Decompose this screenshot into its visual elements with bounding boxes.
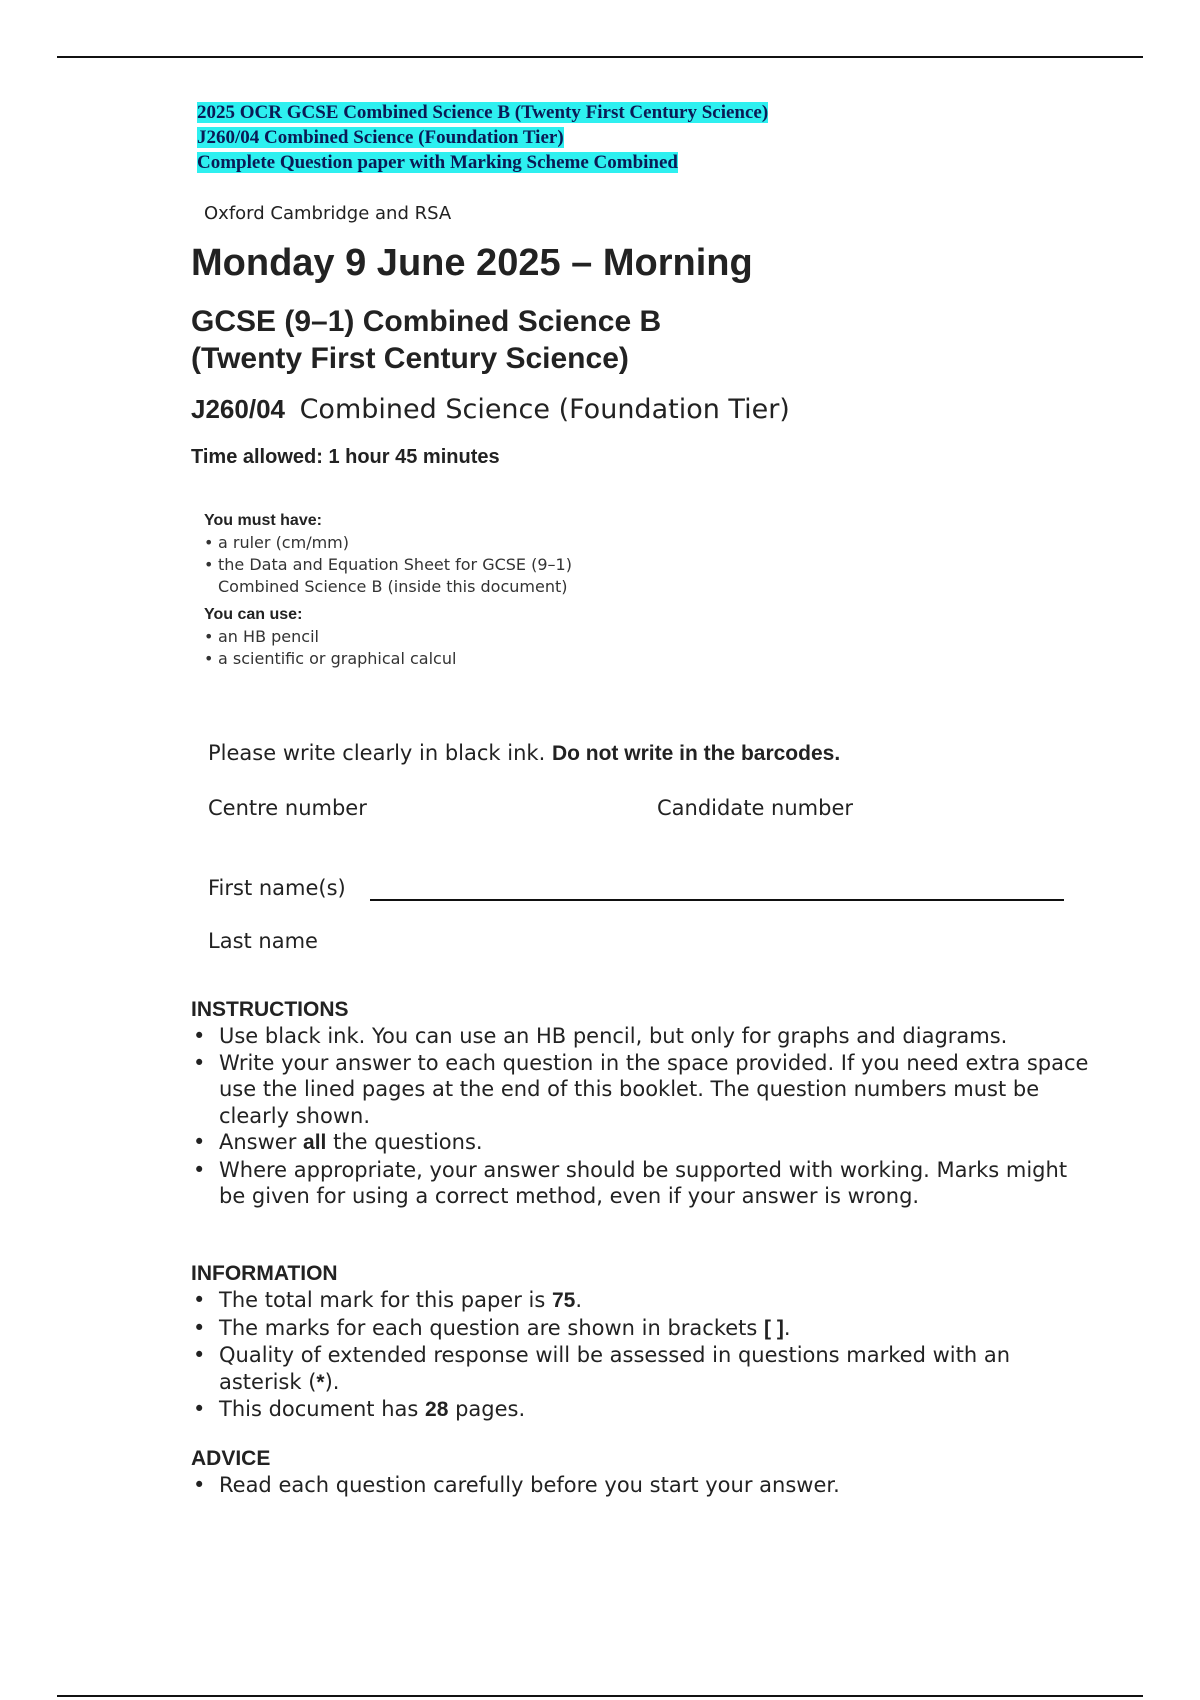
- banner-line-1: 2025 OCR GCSE Combined Science B (Twenty First Century Science): [197, 102, 769, 123]
- top-rule: [57, 56, 1143, 58]
- organisation-name: Oxford Cambridge and RSA: [204, 203, 452, 224]
- exam-date: Monday 9 June 2025 – Morning: [191, 242, 753, 284]
- list-item: • a scientific or graphical calcul: [204, 648, 584, 670]
- list-item: • Use black ink. You can use an HB pencil, but only for graphs and diagrams.: [191, 1023, 1099, 1050]
- candidate-number-label: Candidate number: [657, 796, 853, 820]
- list-item: • Quality of extended response will be assessed in questions marked with an asterisk (*).: [191, 1342, 1099, 1396]
- subject-line-1: GCSE (9–1) Combined Science B: [191, 305, 662, 338]
- please-text: Please write clearly in black ink.: [208, 741, 546, 765]
- list-item: • This document has 28 pages.: [191, 1396, 1099, 1424]
- write-clearly-note: [208, 741, 840, 766]
- list-item: • Answer all the questions.: [191, 1129, 1099, 1157]
- subject-line-2: (Twenty First Century Science): [191, 342, 629, 375]
- advice-heading: ADVICE: [191, 1447, 271, 1470]
- instructions-heading: INSTRUCTIONS: [191, 998, 349, 1021]
- banner-line-3: Complete Question paper with Marking Scheme Combined: [197, 152, 678, 173]
- banner-line-2: J260/04 Combined Science (Foundation Tier): [197, 127, 564, 148]
- centre-number-label: Centre number: [208, 796, 367, 820]
- paper-code-line: [191, 394, 790, 425]
- information-section: [191, 1262, 1091, 1424]
- list-item: • Where appropriate, your answer should be supported with working. Marks might be given for using a correct method, even if your answer is wrong.: [191, 1157, 1099, 1210]
- paper-code: J260/04: [191, 394, 285, 424]
- list-item: • The total mark for this paper is 75.: [191, 1287, 1099, 1315]
- list-item: • an HB pencil: [204, 626, 584, 648]
- subject-title: [191, 303, 661, 377]
- list-item: • The marks for each question are shown in brackets [ ].: [191, 1315, 1099, 1343]
- first-name-field[interactable]: [370, 899, 1064, 901]
- list-item: • Write your answer to each question in the space provided. If you need extra space use the lined pages at the end of this booklet. The question numbers must be clearly shown.: [191, 1050, 1099, 1130]
- first-name-label: First name(s): [208, 876, 346, 900]
- requirements-box: [204, 510, 584, 676]
- must-have-heading: You must have:: [204, 512, 322, 529]
- barcode-warning: Do not write in the barcodes.: [551, 742, 841, 765]
- information-heading: INFORMATION: [191, 1262, 338, 1285]
- last-name-label: Last name: [208, 929, 318, 953]
- must-have-list: [204, 532, 584, 598]
- can-use-heading: You can use:: [204, 606, 303, 623]
- time-allowed: Time allowed: 1 hour 45 minutes: [191, 446, 500, 468]
- instructions-section: [191, 998, 1091, 1210]
- document-title-banner: [197, 100, 768, 175]
- advice-section: [191, 1447, 1091, 1499]
- list-item: • the Data and Equation Sheet for GCSE (9–1) Combined Science B (inside this document): [204, 554, 584, 598]
- list-item: • Read each question carefully before you start your answer.: [191, 1472, 1099, 1499]
- list-item: • a ruler (cm/mm): [204, 532, 584, 554]
- can-use-list: [204, 626, 584, 670]
- bottom-rule: [57, 1695, 1143, 1697]
- paper-title: Combined Science (Foundation Tier): [299, 394, 790, 425]
